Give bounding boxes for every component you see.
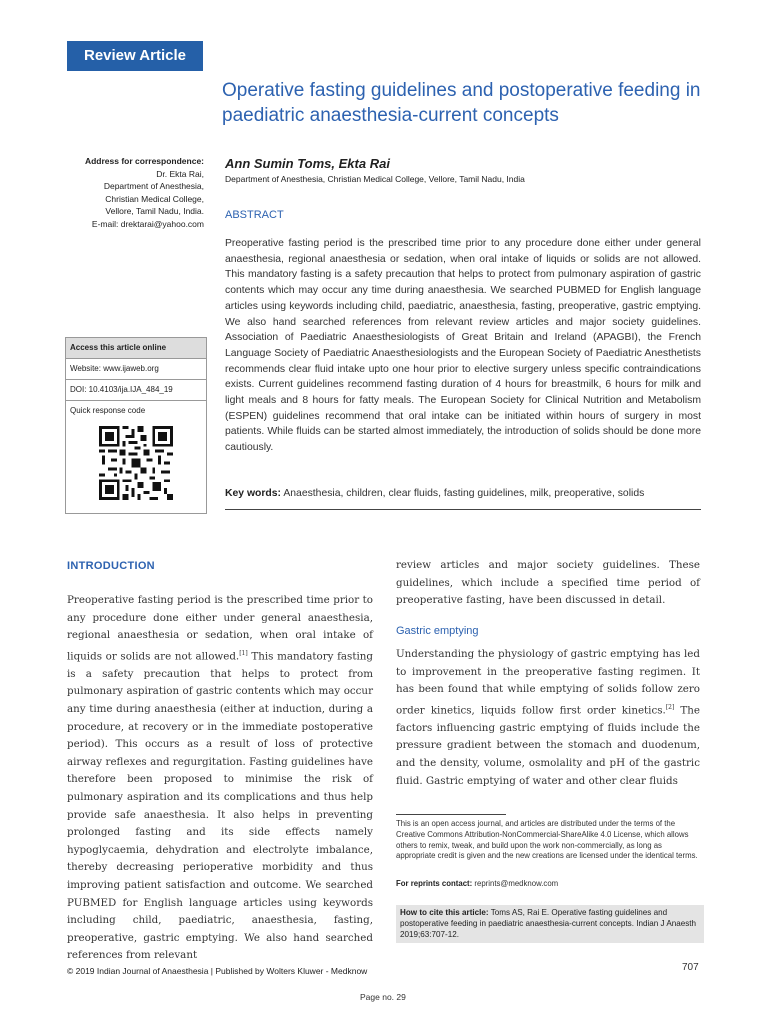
footnote-divider: [396, 814, 506, 815]
article-title: Operative fasting guidelines and postoperative feeding in paediatric anaesthesia-current concepts: [222, 80, 701, 126]
reprints-label: For reprints contact:: [396, 879, 473, 888]
affiliation: Department of Anesthesia, Christian Medical College, Vellore, Tamil Nadu, India: [225, 174, 525, 184]
correspondence-email[interactable]: E-mail: drektarai@yahoo.com: [91, 218, 204, 229]
qr-code-icon[interactable]: [99, 426, 173, 500]
license-note: This is an open access journal, and articles are distributed under the terms of the Creative Commons Attribution-NonCommercial-ShareAlike 4.0 License, which allows others to remix, tweak, and build upon the work non-commercially, as long as appropriate credit is given and the new creations are licensed under the identical terms.: [396, 819, 698, 861]
access-online-box: [65, 337, 207, 514]
correspondence-line: Christian Medical College,: [105, 193, 204, 204]
authors: Ann Sumin Toms, Ekta Rai: [225, 156, 390, 171]
reprints-contact: [396, 879, 558, 888]
keywords: [225, 488, 701, 499]
gastric-emptying-paragraph: [396, 646, 700, 790]
qr-block: [66, 401, 206, 513]
gastric-text: Understanding the physiology of gastric emptying has led to improvement in the preoperative fasting regimen. It has been found that while emptying of solids follow zero order kinetics, liquids follow first order kinetics.: [396, 648, 700, 717]
keywords-label: Key words:: [225, 488, 282, 499]
how-to-cite-box: [396, 905, 704, 943]
access-doi[interactable]: DOI: 10.4103/ija.IJA_484_19: [66, 380, 206, 401]
cite-text: Toms AS, Rai E. Operative fasting guidelines and postoperative feeding in paediatric anaesthesia-current concepts. Indian J Anaesth 2019;63:707-12.: [400, 908, 697, 939]
abstract-heading: ABSTRACT: [225, 209, 284, 221]
introduction-heading: INTRODUCTION: [67, 560, 155, 572]
journal-footer: © 2019 Indian Journal of Anaesthesia | Published by Wolters Kluwer - Medknow: [67, 966, 368, 976]
correspondence-line: Dr. Ekta Rai,: [156, 168, 204, 179]
access-header: Access this article online: [66, 338, 206, 359]
citation-ref[interactable]: [1]: [239, 649, 248, 657]
intro-text-cont: This mandatory fasting is a safety precaution that helps to protect from pulmonary aspiration of gastric contents which may occur any time during anaesthesia (either at induction, during a procedure, at recovery or in the immediate postoperative period). This occurs as a result of loss of protective airway reflexes and regurgitation. Fasting guidelines have therefore been proposed to minimise the risk of pulmonary aspiration and its complications and thus help provide safe anaesthesia. It also helps in preventing prolonged fasting and its side effects namely hypoglycaemia, dehydration and electrolyte imbalance, thereby decreasing perioperative morbidity and thus improving patient satisfaction and outcome. We searched PUBMED for English language articles using keywords including child, paediatric, anaesthesia, fasting, preoperative, gastric emptying. We also hand searched references from relevant: [67, 650, 373, 962]
reprints-email[interactable]: reprints@medknow.com: [472, 879, 559, 888]
article-type-badge: Review Article: [67, 41, 203, 71]
correspondence-line: Department of Anesthesia,: [103, 181, 204, 192]
abstract-divider: [225, 509, 701, 510]
keywords-list: Anaesthesia, children, clear fluids, fasting guidelines, milk, preoperative, solids: [281, 488, 645, 499]
abstract-text: Preoperative fasting period is the prescribed time prior to any procedure done either under general anaesthesia, regional anaesthesia or sedation, when oral intake of liquids or solids are not allowed. This mandatory fasting is a safety precaution that helps to protect from pulmonary aspiration of gastric contents which may occur any time during anaesthesia. We searched PUBMED for English language articles using keywords including child, paediatric, anaesthesia, fasting, preoperative, gastric emptying. We also hand searched references from relevant review articles and major society guidelines. Association of Paediatric Anaesthesiologists of Great Britain and Ireland (APAGBI), the French Language Society of Paediatric Anaesthesiologists and the European Society of Paediatric Anesthetists recommends clear fluid intake upto one hour prior to elective surgery unless specific contraindications exists. Current guidelines recommend fasting duration of 4 hours for breastmilk, 6 hours for milk and light meals and 8 hours for fatty meals. The European Society for Clinical Nutrition and Metabolism (ESPEN) guidelines recommend that oral intake can be initiated within hours of surgery in most patients. While fluids can be started almost immediately, the introduction of solids should be done more cautiously.: [225, 238, 701, 454]
page-number: 707: [682, 962, 699, 973]
qr-label: Quick response code: [70, 406, 146, 415]
citation-ref[interactable]: [2]: [665, 703, 675, 711]
gastric-text-cont: The factors influencing gastric emptying of fluids include the pressure gradient between the stomach and duodenum, and the density, volume, osmolality and pH of the gastric fluid. Gastric emptying of water and other clear fluids: [396, 704, 700, 787]
correspondence-line: Vellore, Tamil Nadu, India.: [105, 206, 204, 217]
gastric-emptying-heading: Gastric emptying: [396, 625, 479, 637]
column2-continuation: review articles and major society guidelines. These guidelines, which include a specified time period of preoperative fasting, have been discussed in detail.: [396, 559, 700, 607]
page-no-label: Page no. 29: [360, 992, 406, 1002]
correspondence-block: [60, 155, 204, 231]
cite-label: How to cite this article:: [400, 908, 489, 917]
intro-text: Preoperative fasting period is the prescribed time prior to any procedure done either under general anaesthesia, regional anaesthesia or sedation, when oral intake of liquids or solids are not allowed.: [67, 594, 373, 663]
introduction-paragraph: [67, 592, 373, 965]
access-website[interactable]: Website: www.ijaweb.org: [66, 359, 206, 380]
correspondence-label: Address for correspondence:: [84, 156, 204, 166]
